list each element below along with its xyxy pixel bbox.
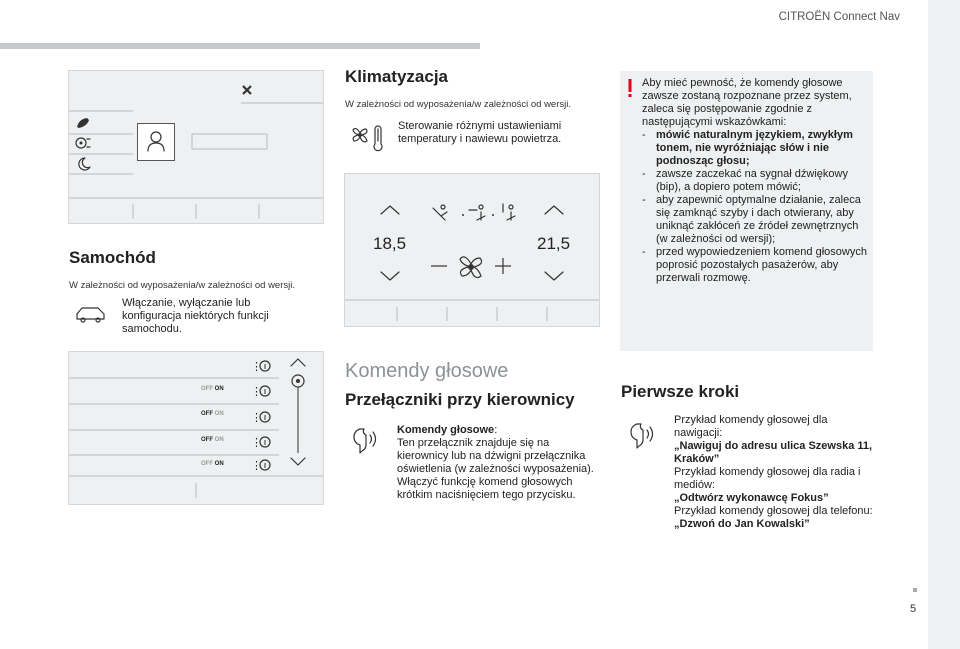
temp-right-up-icon[interactable] bbox=[543, 204, 565, 216]
vehicle-gear-icon[interactable] bbox=[73, 135, 91, 151]
climate-screen bbox=[344, 173, 600, 327]
example-phone-label: Przykład komendy głosowej dla telefonu: bbox=[674, 505, 873, 517]
vehicle-description: Włączanie, wyłączanie lub konfiguracja niektórych funkcji samochodu. bbox=[122, 297, 269, 335]
page-edge-strip bbox=[928, 0, 960, 649]
climate-note: W zależności od wyposażenia/w zależności od wersji. bbox=[345, 99, 571, 110]
more-icon[interactable]: ⋮ bbox=[251, 386, 262, 398]
voice-lead: Komendy głosowe bbox=[397, 424, 495, 436]
voice-command-icon bbox=[627, 420, 657, 450]
fan-speed-control[interactable] bbox=[429, 252, 515, 286]
person-icon bbox=[138, 124, 174, 160]
toggle-off-label: OFF bbox=[201, 437, 213, 443]
toggle-on[interactable] bbox=[201, 461, 224, 467]
notice-intro: Aby mieć pewność, że komendy głosowe zawsze zostaną rozpoznane przez system, zaleca się postępowanie zgodnie z następującymi wskazówkami: bbox=[642, 77, 852, 128]
toggle-off[interactable] bbox=[201, 411, 224, 417]
notice-item: - przed wypowiedzeniem komend głosowych poprosić pozostałych pasażerów, aby przerwali rozmowę. bbox=[642, 246, 867, 284]
voice-section-title: Komendy głosowe bbox=[345, 360, 509, 382]
notice-item: - zawsze zaczekać na sygnał dźwiękowy (bip), a dopiero potem mówić; bbox=[642, 168, 868, 194]
scroll-control[interactable] bbox=[289, 358, 307, 468]
info-icon[interactable] bbox=[259, 459, 271, 471]
more-icon[interactable]: ⋮ bbox=[251, 412, 262, 424]
toggle-on[interactable] bbox=[201, 386, 224, 392]
voice-command-icon bbox=[350, 425, 380, 455]
first-steps-title: Pierwsze kroki bbox=[621, 382, 740, 401]
vehicle-title: Samochód bbox=[69, 248, 156, 267]
temp-right-value: 21,5 bbox=[537, 234, 571, 253]
notice-item-text: zawsze zaczekać na sygnał dźwiękowy (bip), a dopiero potem mówić; bbox=[656, 168, 848, 193]
functions-list-illustration bbox=[69, 352, 323, 504]
example-nav-label: Przykład komendy głosowej dla nawigacji: bbox=[674, 414, 828, 439]
notice-item-text: aby zapewnić optymalne działanie, zaleca się zamknąć szyby i dach otwierany, aby uniknąć zakłóceń ze źródeł zewnętrznych (w zależności od wersji); bbox=[656, 194, 861, 245]
climate-title: Klimatyzacja bbox=[345, 67, 448, 86]
vehicle-settings-illustration bbox=[69, 71, 323, 223]
temp-right-down-icon[interactable] bbox=[543, 270, 565, 282]
notice-item: - mówić naturalnym językiem, zwykłym tonem, nie wyróżniając słów i nie podnosząc głosu; bbox=[642, 129, 868, 168]
car-icon bbox=[74, 303, 108, 325]
notice-item: - aby zapewnić optymalne działanie, zaleca się zamknąć szyby i dach otwierany, aby uniknąć zakłóceń ze źródeł zewnętrznych (w zależności od wersji); bbox=[642, 194, 868, 246]
toggle-off-label: OFF bbox=[201, 411, 213, 417]
vehicle-paint-icon[interactable] bbox=[75, 115, 91, 131]
voice-body bbox=[397, 424, 597, 502]
notice-content bbox=[642, 77, 868, 285]
toggle-off-label: OFF bbox=[201, 386, 213, 392]
notice-item-text: mówić naturalnym językiem, zwykłym tonem, nie wyróżniając słów i nie podnosząc głosu; bbox=[656, 129, 853, 167]
switch-title: Przełączniki przy kierownicy bbox=[345, 390, 575, 409]
toggle-on-label: ON bbox=[214, 386, 224, 392]
info-icon[interactable] bbox=[259, 385, 271, 397]
notice-box bbox=[620, 71, 873, 351]
info-icon[interactable] bbox=[259, 436, 271, 448]
first-steps-content bbox=[674, 414, 874, 531]
info-icon[interactable] bbox=[259, 411, 271, 423]
toggle-off-label: OFF bbox=[201, 461, 213, 467]
toggle-on-label: ON bbox=[214, 411, 224, 417]
example-nav-command: „Nawiguj do adresu ulica Szewska 11, Kraków” bbox=[674, 440, 873, 465]
airflow-modes-icon[interactable] bbox=[431, 202, 521, 224]
night-mode-icon[interactable] bbox=[75, 156, 91, 172]
page-number: 5 bbox=[910, 603, 917, 615]
more-icon[interactable]: ⋮ bbox=[251, 361, 262, 373]
climate-fan-icon bbox=[350, 125, 390, 151]
notice-item-text: przed wypowiedzeniem komend głosowych poprosić pozostałych pasażerów, aby przerwali rozmowę. bbox=[656, 246, 867, 284]
voice-description: Ten przełącznik znajduje się na kierownicy lub na dźwigni przełącznika oświetlenia (w zależności wyposażenia). Włączyć funkcję komend głosowych krótkim naciśnięciem tego przycisku. bbox=[397, 437, 594, 501]
temp-left-up-icon[interactable] bbox=[379, 204, 401, 216]
toggle-on-label: ON bbox=[214, 437, 224, 443]
driver-profile-button[interactable] bbox=[137, 123, 175, 161]
vehicle-settings-screen bbox=[68, 70, 324, 224]
voice-lead-colon: : bbox=[494, 424, 498, 436]
example-radio-command: „Odtwórz wykonawcę Fokus” bbox=[674, 492, 829, 504]
more-icon[interactable]: ⋮ bbox=[251, 460, 262, 472]
page-marker bbox=[913, 588, 917, 592]
toggle-on-label: ON bbox=[214, 461, 224, 467]
temp-left-down-icon[interactable] bbox=[379, 270, 401, 282]
vehicle-functions-screen bbox=[68, 351, 324, 505]
more-icon[interactable]: ⋮ bbox=[251, 437, 262, 449]
temp-left-value: 18,5 bbox=[373, 234, 407, 253]
toggle-off[interactable] bbox=[201, 437, 224, 443]
top-rule bbox=[0, 43, 480, 49]
vehicle-note: W zależności od wyposażenia/w zależności od wersji. bbox=[69, 280, 295, 291]
close-icon[interactable] bbox=[241, 84, 253, 96]
example-radio-label: Przykład komendy głosowej dla radia i mediów: bbox=[674, 466, 861, 491]
example-phone-command: „Dzwoń do Jan Kowalski” bbox=[674, 518, 810, 530]
info-icon[interactable] bbox=[259, 360, 271, 372]
climate-description: Sterowanie różnymi ustawieniami temperatury i nawiewu powietrza. bbox=[398, 120, 562, 145]
brand-header: CITROËN Connect Nav bbox=[778, 11, 900, 23]
warning-icon bbox=[626, 79, 634, 99]
